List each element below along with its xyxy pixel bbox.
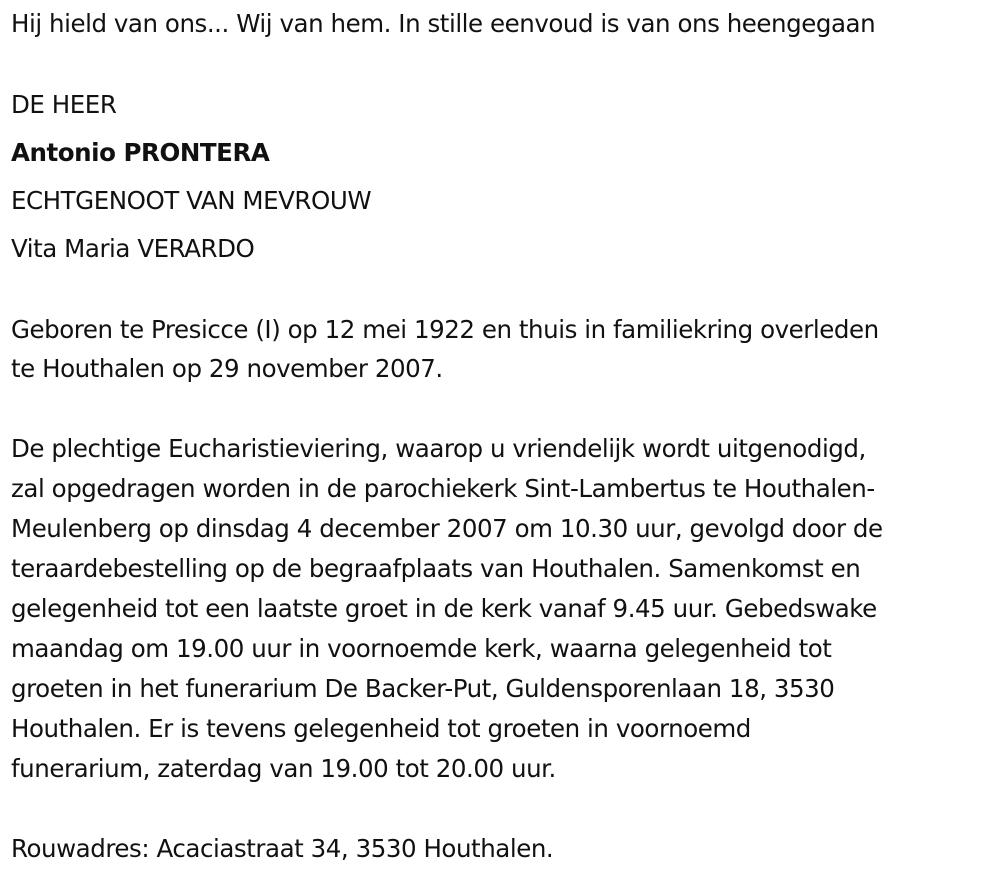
title-prefix: DE HEER [11, 90, 117, 119]
paragraph-line: teraardebestelling op de begraafplaats van Houthalen. Samenkomst en [11, 554, 861, 583]
paragraph-line: funerarium, zaterdag van 19.00 tot 20.00 uur. [11, 754, 556, 783]
paragraph-line: zal opgedragen worden in de parochiekerk Sint-Lambertus te Houthalen- [11, 474, 875, 503]
deceased-name: Antonio PRONTERA [11, 138, 270, 167]
intro-text: Hij hield van ons... Wij van hem. In stille eenvoud is van ons heengegaan [11, 9, 876, 38]
paragraph-line: De plechtige Eucharistieviering, waarop u vriendelijk wordt uitgenodigd, [11, 434, 866, 463]
paragraph-line: Houthalen. Er is tevens gelegenheid tot groeten in voornoemd [11, 714, 751, 743]
spouse-label: ECHTGENOOT VAN MEVROUW [11, 186, 372, 215]
spouse-name: Vita Maria VERARDO [11, 234, 255, 263]
mourning-address: Rouwadres: Acaciastraat 34, 3530 Houthalen. [11, 834, 554, 863]
paragraph-line: Meulenberg op dinsdag 4 december 2007 om 10.30 uur, gevolgd door de [11, 514, 883, 543]
paragraph-line: groeten in het funerarium De Backer-Put, Guldensporenlaan 18, 3530 [11, 674, 835, 703]
paragraph-line: te Houthalen op 29 november 2007. [11, 354, 443, 383]
paragraph-line: maandag om 19.00 uur in voornoemde kerk, waarna gelegenheid tot [11, 634, 832, 663]
paragraph-line: gelegenheid tot een laatste groet in de kerk vanaf 9.45 uur. Gebedswake [11, 594, 877, 623]
paragraph-line: Geboren te Presicce (I) op 12 mei 1922 en thuis in familiekring overleden [11, 315, 879, 344]
